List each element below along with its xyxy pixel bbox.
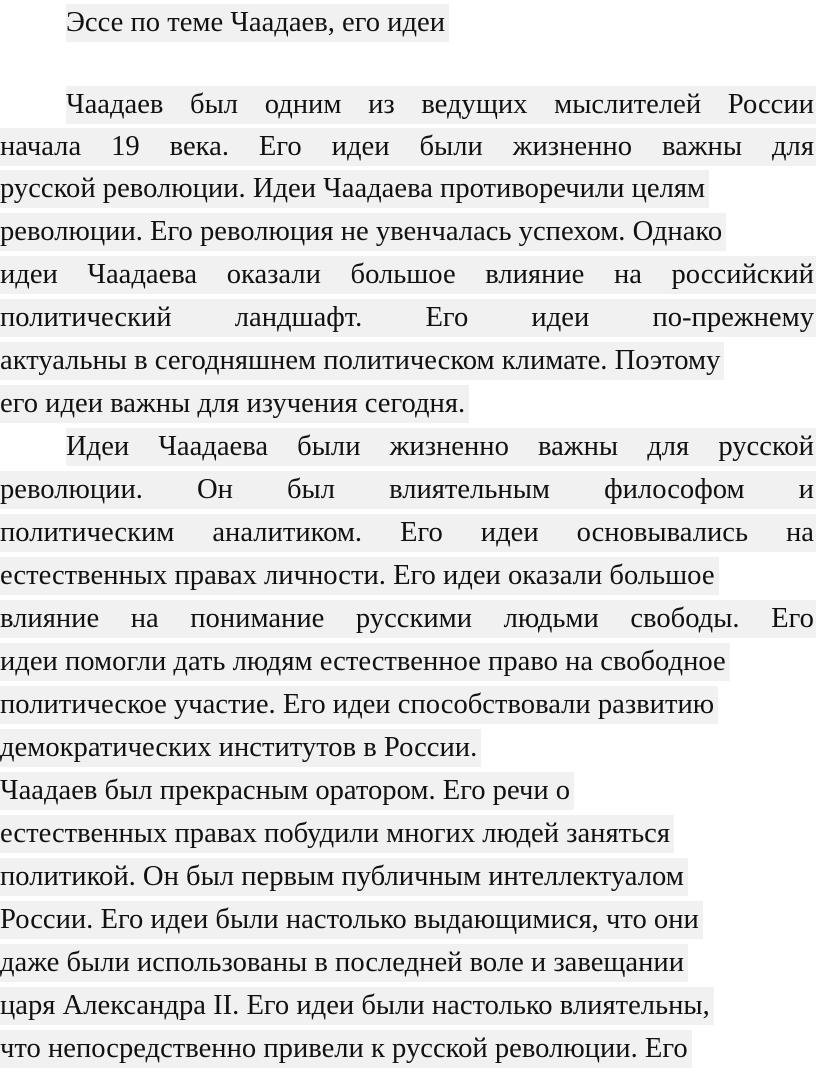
paragraph-2-line	[0, 684, 816, 726]
word: людьми	[503, 603, 599, 634]
paragraph-2-text: идеи помогли дать людям естественное право на свободное	[0, 643, 730, 681]
word: жизненно	[389, 431, 509, 462]
word: понимание	[190, 603, 325, 634]
word: влиятельным	[389, 474, 551, 505]
paragraph-3-text: даже были использованы в последней воле и завещании	[0, 944, 688, 982]
paragraph-1-text: русской революции. Идеи Чаадаева противоречили целям	[0, 170, 709, 208]
word: философом	[604, 474, 745, 505]
paragraph-2-text: естественных правах личности. Его идеи оказали большое	[0, 557, 719, 595]
word: Его	[258, 131, 302, 162]
paragraph-2-justified-text	[0, 471, 816, 509]
word: идеи	[480, 517, 539, 548]
paragraph-3-text: Чаадаев был прекрасным оратором. Его речи о	[0, 772, 574, 810]
word: ландшафт.	[234, 302, 363, 333]
paragraph-2-text: политическое участие. Его идеи способствовали развитию	[0, 686, 718, 724]
word: влияние	[0, 603, 100, 634]
word: ведущих	[421, 89, 528, 120]
word: одним	[264, 89, 342, 120]
paragraph-2-line	[0, 555, 816, 597]
word: русской	[718, 431, 814, 462]
paragraph-1-text: актуальны в сегодняшнем политическом климате. Поэтому	[0, 342, 724, 380]
paragraph-2-justified-text	[0, 514, 816, 552]
word: по-прежнему	[652, 302, 814, 333]
paragraph-1-line	[0, 383, 816, 425]
word: для	[772, 131, 814, 162]
word: на	[785, 517, 814, 548]
word: оказали	[226, 259, 321, 290]
word: для	[647, 431, 690, 462]
paragraph-3-line	[0, 856, 816, 898]
paragraph-1-justified-text	[0, 256, 816, 294]
paragraph-3-line	[0, 813, 816, 855]
word: политический	[0, 302, 172, 333]
word: были	[297, 431, 361, 462]
paragraph-1-line	[0, 340, 816, 382]
word: века.	[169, 131, 229, 162]
word: основывались	[576, 517, 748, 548]
word: были	[419, 131, 483, 162]
word: идеи	[331, 131, 390, 162]
document-title	[0, 2, 816, 44]
paragraph-3-text: политикой. Он был первым публичным интеллектуалом	[0, 858, 688, 896]
word: аналитиком.	[212, 517, 363, 548]
word: на	[613, 259, 642, 290]
word: важны	[538, 431, 619, 462]
paragraph-3-text: естественных правах побудили многих людей заняться	[0, 815, 674, 853]
word: политическим	[0, 517, 175, 548]
paragraph-3-line	[0, 942, 816, 984]
paragraph-1-line	[0, 84, 816, 126]
word: Чаадаева	[87, 259, 198, 290]
word: Идеи	[66, 431, 130, 462]
word: и	[798, 474, 814, 505]
paragraph-3-text: России. Его идеи были настолько выдающимися, что они	[0, 901, 703, 939]
paragraph-2-line	[0, 512, 816, 554]
paragraph-1-justified-text	[0, 128, 816, 166]
paragraph-1-line	[0, 126, 816, 168]
paragraph-1-line	[0, 211, 816, 253]
paragraph-3-line	[0, 1028, 816, 1070]
paragraph-2-justified-text	[66, 428, 816, 466]
word: революции.	[0, 474, 143, 505]
word: был	[286, 474, 336, 505]
paragraph-1-line	[0, 254, 816, 296]
title-text: Эссе по теме Чаадаев, его идеи	[66, 4, 449, 42]
word: важны	[661, 131, 743, 162]
word: мыслителей	[554, 89, 702, 120]
word: Его	[400, 517, 443, 548]
paragraph-3-line	[0, 770, 816, 812]
word: 19	[111, 131, 140, 162]
paragraph-2-justified-text	[0, 600, 816, 638]
paragraph-3-line	[0, 985, 816, 1027]
paragraph-1-line	[0, 297, 816, 339]
word: был	[190, 89, 239, 120]
paragraph-2-text: демократических институтов в России.	[0, 729, 481, 767]
paragraph-1-justified-text	[0, 299, 816, 337]
word: начала	[0, 131, 82, 162]
word: Он	[196, 474, 233, 505]
word: влияние	[485, 259, 585, 290]
word: Его	[771, 603, 814, 634]
word: идеи	[531, 302, 590, 333]
word: большое	[350, 259, 456, 290]
paragraph-1-justified-text	[66, 86, 816, 124]
paragraph-1-text: революции. Его революция не увенчалась успехом. Однако	[0, 213, 726, 251]
paragraph-3-text: царя Александра II. Его идеи были настолько влиятельны,	[0, 987, 714, 1025]
paragraph-1-line	[0, 168, 816, 210]
word: из	[368, 89, 395, 120]
word: свободы.	[630, 603, 740, 634]
word: Чаадаева	[158, 431, 269, 462]
paragraph-2-line	[0, 641, 816, 683]
word: на	[130, 603, 159, 634]
word: Чаадаев	[66, 89, 164, 120]
paragraph-2-line	[0, 469, 816, 511]
paragraph-2-line	[0, 598, 816, 640]
word: Его	[425, 302, 469, 333]
paragraph-3-line	[0, 899, 816, 941]
paragraph-2-line	[0, 426, 816, 468]
paragraph-2-line	[0, 727, 816, 769]
paragraph-3-text: что непосредственно привели к русской революции. Его	[0, 1030, 692, 1068]
word: российский	[671, 259, 814, 290]
word: русскими	[355, 603, 473, 634]
paragraph-1-text: его идеи важны для изучения сегодня.	[0, 385, 469, 423]
word: России	[727, 89, 814, 120]
word: идеи	[0, 259, 58, 290]
word: жизненно	[512, 131, 632, 162]
